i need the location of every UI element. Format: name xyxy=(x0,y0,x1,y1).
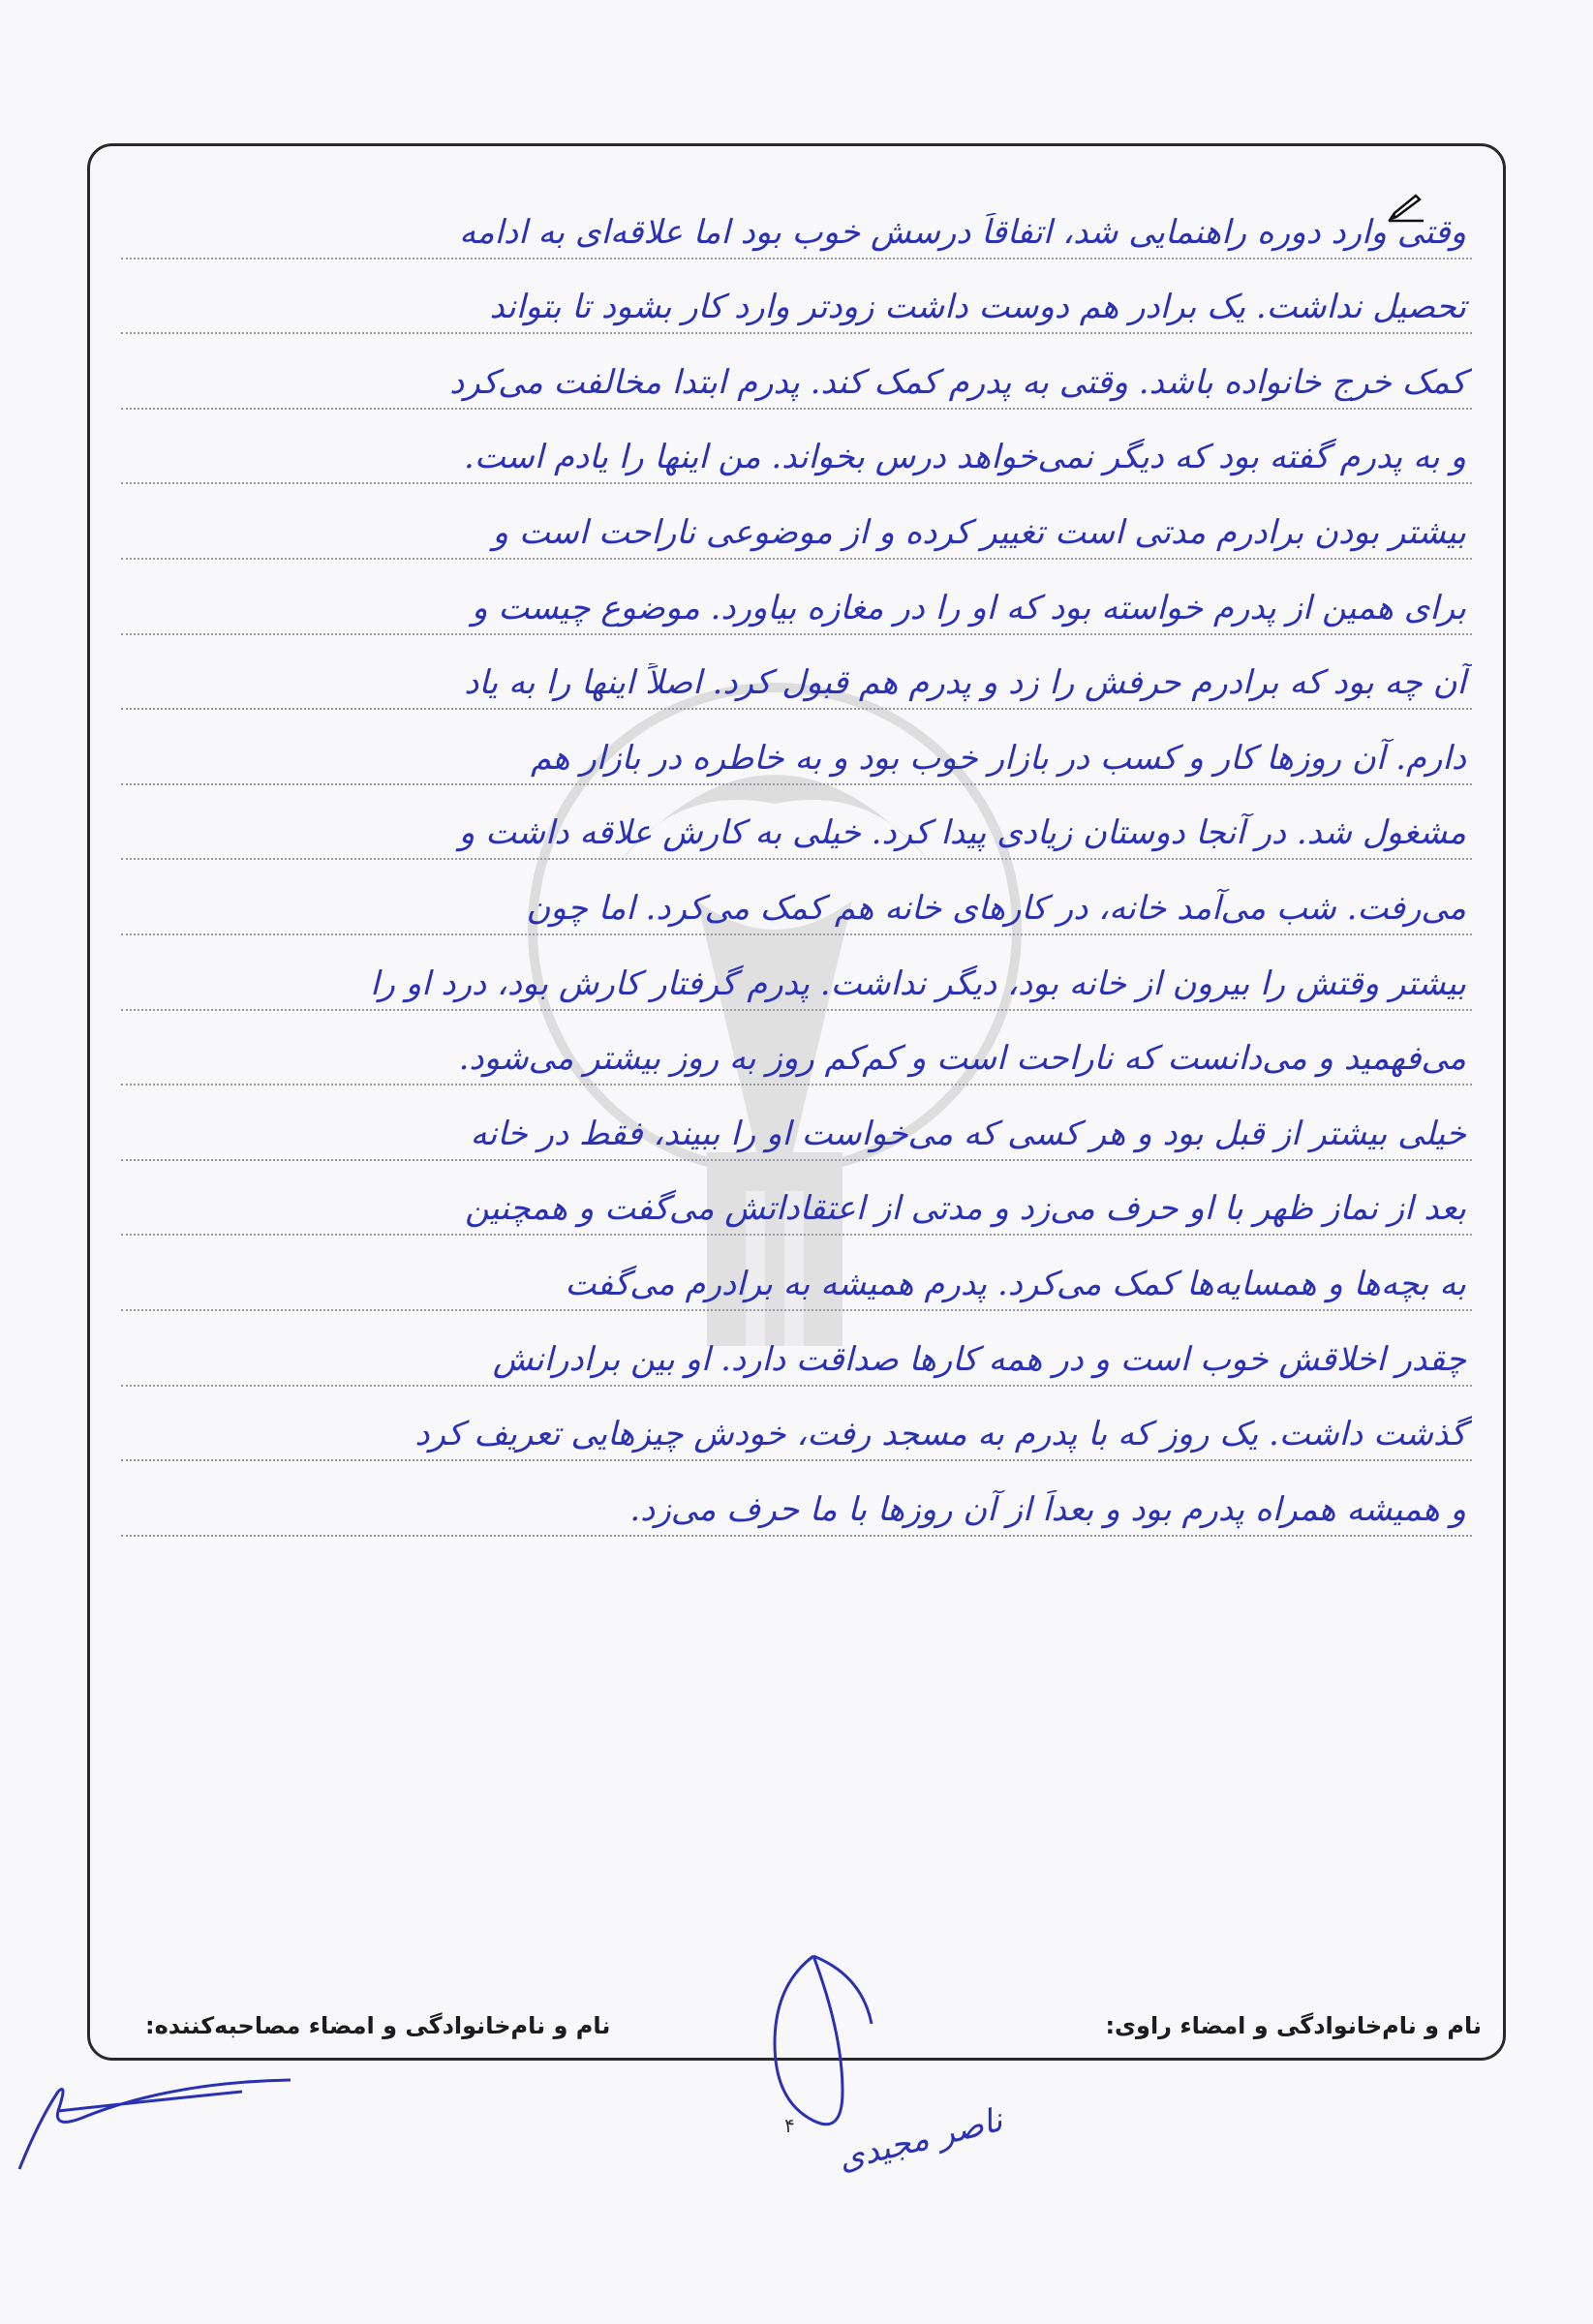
handwritten-text: تحصیل نداشت. یک برادر هم دوست داشت زودتر وارد کار بشود تا بتواند xyxy=(489,288,1466,327)
text-line xyxy=(121,1236,1472,1311)
text-line xyxy=(121,184,1472,260)
handwritten-text: گذشت داشت. یک روز که با پدرم به مسجد رفت، خودش چیزهایی تعریف کرد xyxy=(414,1415,1466,1454)
text-line xyxy=(121,785,1472,861)
text-line xyxy=(121,484,1472,560)
text-line xyxy=(121,1011,1472,1086)
handwritten-text: و همیشه همراه پدرم بود و بعداً از آن روزها با ما حرف می‌زد. xyxy=(629,1489,1466,1529)
text-line xyxy=(121,334,1472,410)
text-line xyxy=(121,635,1472,711)
text-line xyxy=(121,860,1472,935)
text-line xyxy=(121,260,1472,335)
handwritten-lines xyxy=(121,184,1472,1537)
interviewer-label: نام و نام‌خانوادگی و امضاء مصاحبه‌کننده: xyxy=(145,2012,611,2039)
page-number: ۴ xyxy=(784,2114,795,2137)
handwritten-text: وقتی وارد دوره راهنمایی شد، اتفاقاً درسش خوب بود اما علاقه‌ای به ادامه xyxy=(459,212,1466,252)
text-line xyxy=(121,410,1472,485)
handwritten-text: آن چه بود که برادرم حرفش را زد و پدرم هم قبول کرد. اصلاً اینها را به یاد xyxy=(464,663,1466,703)
signature-name: ناصر مجیدی xyxy=(834,2100,1007,2179)
handwritten-text: دارم. آن روزها کار و کسب در بازار خوب بود و به خاطره در بازار هم xyxy=(531,738,1466,778)
handwritten-text: به بچه‌ها و همسایه‌ها کمک می‌کرد. پدرم همیشه به برادرم می‌گفت xyxy=(565,1264,1466,1303)
text-line xyxy=(121,1387,1472,1462)
text-line xyxy=(121,1161,1472,1237)
text-line xyxy=(121,1461,1472,1537)
text-line xyxy=(121,1086,1472,1161)
handwritten-text: می‌رفت. شب می‌آمد خانه، در کارهای خانه هم کمک می‌کرد. اما چون xyxy=(526,888,1466,928)
handwritten-text: چقدر اخلاقش خوب است و در همه کارها صداقت دارد. او بین برادرانش xyxy=(492,1339,1466,1379)
text-line xyxy=(121,935,1472,1011)
text-line xyxy=(121,560,1472,635)
handwritten-text: مشغول شد. در آنجا دوستان زیادی پیدا کرد. خیلی به کارش علاقه داشت و xyxy=(458,813,1466,853)
narrator-signature xyxy=(0,2063,300,2179)
handwritten-text: کمک خرج خانواده باشد. وقتی به پدرم کمک کند. پدرم ابتدا مخالفت می‌کرد xyxy=(449,362,1466,402)
handwritten-text: برای همین از پدرم خواسته بود که او را در مغازه بیاورد. موضوع چیست و xyxy=(472,588,1466,627)
handwritten-text: و به پدرم گفته بود که دیگر نمی‌خواهد درس بخواند. من اینها را یادم است. xyxy=(464,438,1466,477)
narrator-label: نام و نام‌خانوادگی و امضاء راوی: xyxy=(1105,2012,1482,2039)
handwritten-text: بعد از نماز ظهر با او حرف می‌زد و مدتی از اعتقاداتش می‌گفت و همچنین xyxy=(465,1189,1466,1229)
text-line xyxy=(121,710,1472,785)
text-line xyxy=(121,1311,1472,1387)
handwritten-text: خیلی بیشتر از قبل بود و هر کسی که می‌خواست او را ببیند، فقط در خانه xyxy=(470,1114,1466,1153)
handwritten-text: می‌فهمید و می‌دانست که ناراحت است و کم‌کم روز به روز بیشتر می‌شود. xyxy=(458,1039,1466,1079)
handwritten-text: بیشتر وقتش را بیرون از خانه بود، دیگر نداشت. پدرم گرفتار کارش بود، درد او را xyxy=(370,963,1466,1003)
handwritten-text: بیشتر بودن برادرم مدتی است تغییر کرده و از موضوعی ناراحت است و xyxy=(492,512,1466,552)
